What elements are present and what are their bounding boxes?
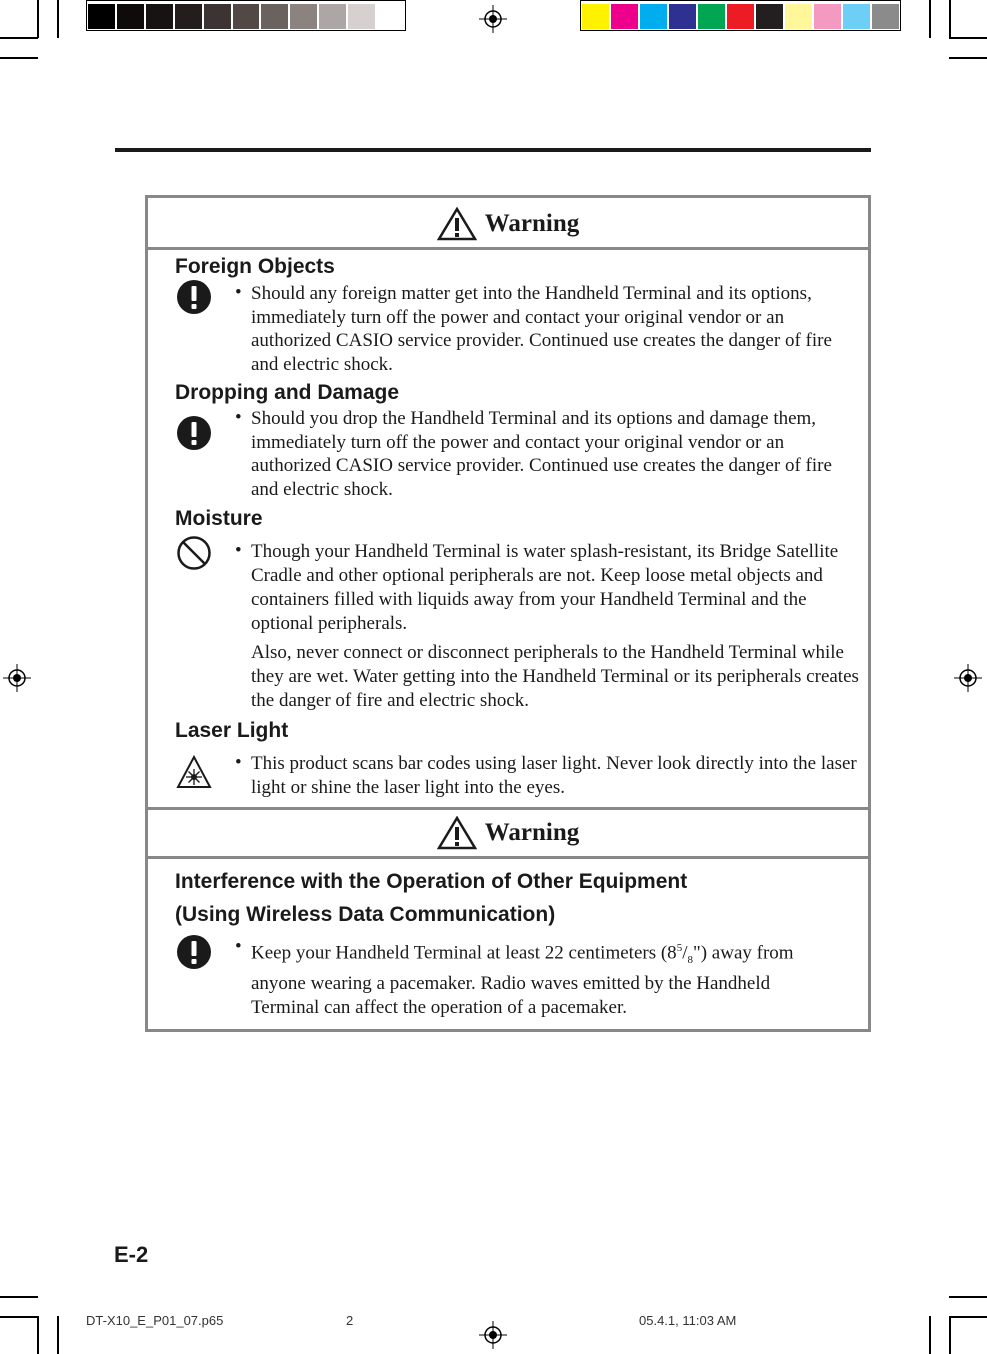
crop-mark bbox=[949, 0, 951, 38]
crop-mark bbox=[0, 1316, 38, 1318]
section-heading: Moisture bbox=[175, 507, 263, 530]
footer-timestamp: 05.4.1, 11:03 AM bbox=[639, 1313, 737, 1328]
crop-mark bbox=[949, 1296, 987, 1298]
registration-mark-icon bbox=[3, 664, 31, 692]
section-heading: Laser Light bbox=[175, 719, 289, 742]
laser-warning-icon bbox=[176, 755, 212, 791]
color-bar bbox=[580, 0, 901, 31]
section-paragraph: Keep your Handheld Terminal at least 22 centimeters $(8^5/_8")$ away from anyone wearing a pacemaker. Radio waves emitted by the Handheld Terminal can affect the operation of a pacemaker. bbox=[251, 942, 794, 1019]
registration-mark-icon bbox=[954, 664, 982, 692]
color-swatch bbox=[319, 4, 346, 29]
section-paragraph: Should any foreign matter get into the Handheld Terminal and its options, immediately turn off the power and contact your original vendor or an authorized CASIO service provider. Continued use creates the danger of fire and electric shock. bbox=[251, 283, 832, 375]
color-swatch bbox=[175, 4, 202, 29]
crop-mark bbox=[57, 1316, 59, 1354]
section-paragraph: Though your Handheld Terminal is water splash-resistant, its Bridge Satellite Cradle and other optional peripherals are not. Keep loose metal objects and containers filled with liquids away from your Handheld Terminal and the optional peripherals. bbox=[251, 541, 839, 634]
color-swatch bbox=[377, 4, 404, 29]
section-paragraph: Should you drop the Handheld Terminal and its options and damage them, immediately turn off the power and contact your original vendor or an authorized CASIO service provider. Continued use creates the danger of fire and electric shock. bbox=[251, 408, 832, 500]
crop-mark bbox=[57, 0, 59, 38]
color-swatch bbox=[348, 4, 375, 29]
crop-mark bbox=[0, 1296, 38, 1298]
section-paragraph: This product scans bar codes using laser light. Never look directly into the laser light or shine the laser light into the eyes. bbox=[251, 753, 857, 798]
warning-triangle-icon bbox=[437, 816, 477, 850]
section-heading: Dropping and Damage bbox=[175, 381, 400, 404]
color-swatch bbox=[611, 4, 638, 29]
color-swatch bbox=[785, 4, 812, 29]
color-swatch bbox=[233, 4, 260, 29]
registration-mark-icon bbox=[479, 1321, 507, 1349]
bullet: • bbox=[235, 540, 242, 561]
warning-triangle-icon bbox=[437, 207, 477, 241]
crop-mark bbox=[37, 1316, 39, 1354]
prohibited-icon bbox=[176, 535, 212, 571]
crop-mark bbox=[0, 37, 38, 39]
color-swatch bbox=[261, 4, 288, 29]
color-swatch bbox=[204, 4, 231, 29]
color-swatch bbox=[872, 4, 899, 29]
section-heading: Interference with the Operation of Other Equipment bbox=[175, 870, 688, 893]
color-swatch bbox=[756, 4, 783, 29]
color-swatch bbox=[727, 4, 754, 29]
color-swatch bbox=[290, 4, 317, 29]
warning-title: Warning bbox=[484, 210, 580, 237]
section-heading: Foreign Objects bbox=[175, 255, 335, 278]
warning-box bbox=[145, 195, 871, 1032]
page-number: E-2 bbox=[114, 1242, 149, 1267]
crop-mark bbox=[949, 1316, 987, 1318]
crop-mark bbox=[929, 0, 931, 38]
warning-title: Warning bbox=[484, 819, 580, 846]
color-swatch bbox=[582, 4, 609, 29]
crop-mark bbox=[949, 57, 987, 59]
registration-mark-icon bbox=[479, 5, 507, 33]
warning-header bbox=[148, 807, 868, 859]
color-swatch bbox=[146, 4, 173, 29]
bullet: • bbox=[235, 936, 242, 957]
footer-filename: DT-X10_E_P01_07.p65 bbox=[86, 1313, 224, 1328]
header-rule bbox=[115, 148, 871, 152]
color-swatch bbox=[698, 4, 725, 29]
grayscale-bar bbox=[86, 0, 406, 31]
crop-mark bbox=[0, 57, 38, 59]
warning-header bbox=[148, 201, 868, 250]
color-swatch bbox=[117, 4, 144, 29]
crop-mark bbox=[949, 1316, 951, 1354]
crop-mark bbox=[949, 37, 987, 39]
color-swatch bbox=[814, 4, 841, 29]
bullet: • bbox=[235, 407, 242, 428]
color-swatch bbox=[669, 4, 696, 29]
bullet: • bbox=[235, 282, 242, 303]
footer-page: 2 bbox=[346, 1313, 354, 1328]
color-swatch bbox=[88, 4, 115, 29]
exclamation-icon bbox=[176, 279, 212, 315]
section-paragraph: Also, never connect or disconnect peripherals to the Handheld Terminal while they are wet. Water getting into the Handheld Terminal or its peripherals creates the danger of fire and electric shock. bbox=[251, 642, 859, 711]
color-swatch bbox=[640, 4, 667, 29]
crop-mark bbox=[929, 1316, 931, 1354]
crop-mark bbox=[37, 0, 39, 38]
exclamation-icon bbox=[176, 934, 212, 970]
section-heading: (Using Wireless Data Communication) bbox=[175, 903, 556, 926]
bullet: • bbox=[235, 752, 242, 773]
exclamation-icon bbox=[176, 415, 212, 451]
color-swatch bbox=[843, 4, 870, 29]
